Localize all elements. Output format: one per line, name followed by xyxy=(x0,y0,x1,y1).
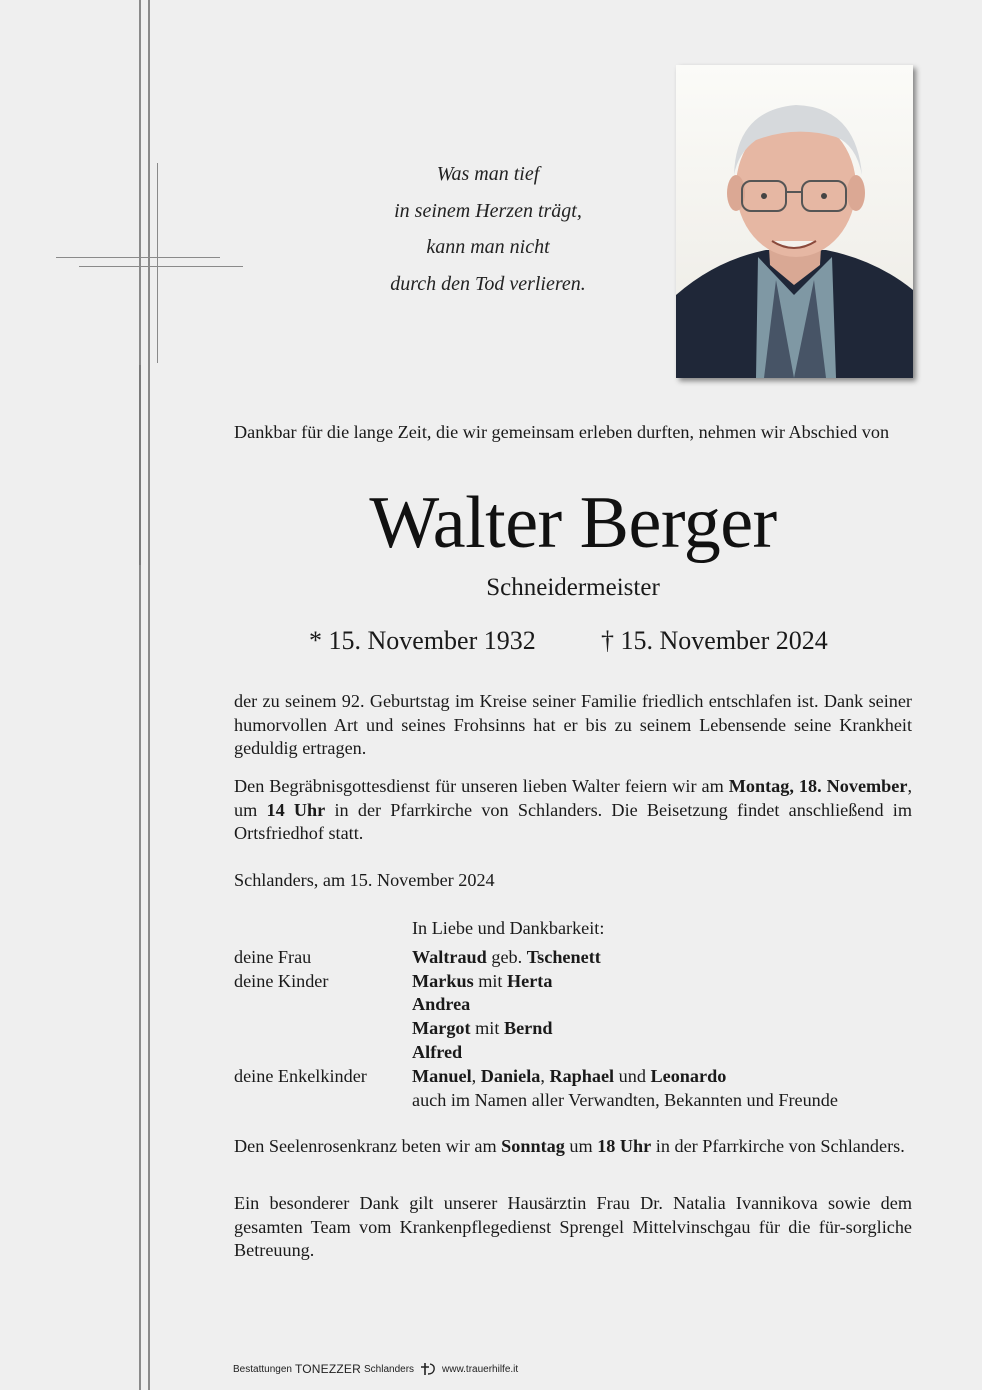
rosary-text-part: in der Pfarrkirche von Schlanders. xyxy=(651,1136,905,1156)
list-item xyxy=(234,946,912,970)
deceased-name: Walter Berger xyxy=(369,482,777,564)
list-item xyxy=(234,993,912,1017)
poem-line: kann man nicht xyxy=(426,236,550,258)
rosary-day: Sonntag xyxy=(501,1136,565,1156)
relatives-line: auch im Namen aller Verwandten, Bekannten und Freunde xyxy=(412,1089,838,1110)
memorial-poem xyxy=(300,156,676,302)
poem-line: in seinem Herzen trägt, xyxy=(394,199,582,222)
mourner-name: Leonardo xyxy=(650,1065,727,1086)
funeral-day: Montag, 18. November xyxy=(728,776,908,796)
connector-text: , xyxy=(471,1065,481,1086)
list-item xyxy=(234,1041,912,1065)
passing-paragraph: der zu seinem 92. Geburtstag im Kreise seiner Familie friedlich entschlafen ist. Dank seiner humorvollen Art und seines Frohsinns hat er bis zu seinem Lebensende seine Krankheit geduldig ertragen. xyxy=(234,691,912,759)
funeral-paragraph xyxy=(234,775,912,846)
cross-horizontal-bar-lower xyxy=(79,266,243,267)
mourner-name: Herta xyxy=(507,970,553,991)
list-item xyxy=(234,917,912,941)
footer-suffix: Schlanders xyxy=(364,1363,415,1375)
profession: Schneidermeister xyxy=(486,574,660,601)
birth-date: * 15. November 1932 xyxy=(309,626,536,655)
mourners-list xyxy=(234,917,912,1112)
footer xyxy=(233,1362,518,1376)
funeral-text-part: , um xyxy=(234,776,912,820)
cross-vertical-bar-lower xyxy=(139,365,141,565)
rosary-text-part: Den Seelenrosenkranz beten wir am xyxy=(234,1136,502,1156)
connector-text: geb. xyxy=(486,946,527,967)
mourner-name: Raphael xyxy=(549,1065,615,1086)
mourner-name: Waltraud xyxy=(412,946,487,967)
rosary-paragraph xyxy=(234,1135,912,1159)
list-item xyxy=(234,970,912,994)
cross-horizontal-bar-upper xyxy=(56,257,220,258)
rosary-time: 18 Uhr xyxy=(597,1136,652,1156)
death-date: † 15. November 2024 xyxy=(601,626,828,655)
connector-text: , xyxy=(540,1065,550,1086)
list-item xyxy=(234,1065,912,1089)
list-item xyxy=(234,1017,912,1041)
mourner-name: Markus xyxy=(412,970,474,991)
footer-brand: TONEZZER xyxy=(294,1362,361,1376)
mourner-name: Manuel xyxy=(412,1065,472,1086)
decorative-line-left xyxy=(139,0,141,1390)
mourner-name: Bernd xyxy=(503,1018,553,1039)
poem-line: Was man tief xyxy=(436,163,540,185)
connector-text: mit xyxy=(470,1018,504,1039)
trauerhilfe-logo-icon xyxy=(420,1362,436,1376)
connector-text: und xyxy=(614,1065,651,1086)
mourners-heading: In Liebe und Dankbarkeit: xyxy=(412,918,605,938)
footer-website[interactable]: www.trauerhilfe.it xyxy=(442,1363,519,1375)
relation-label: deine Enkelkinder xyxy=(234,1065,367,1086)
poem-line: durch den Tod verlieren. xyxy=(390,272,586,295)
rosary-text-part: um xyxy=(564,1136,598,1156)
place-date: Schlanders, am 15. November 2024 xyxy=(234,870,495,890)
relation-label: deine Frau xyxy=(234,946,312,967)
cross-vertical-bar xyxy=(157,163,158,363)
list-item xyxy=(234,1089,912,1113)
footer-prefix: Bestattungen xyxy=(233,1363,292,1375)
thanks-paragraph: Ein besonderer Dank gilt unserer Hausärztin Frau Dr. Natalia Ivannikova sowie dem gesamten Team vom Krankenpflegedienst Sprengel Mittelvinschgau für die für-sorgliche Betreuung. xyxy=(234,1193,912,1261)
mourner-name: Tschenett xyxy=(526,946,601,967)
intro-text: Dankbar für die lange Zeit, die wir gemeinsam erleben durften, nehmen wir Abschied von xyxy=(234,422,890,442)
funeral-text-part: Den Begräbnisgottesdienst für unseren lieben Walter feiern wir am xyxy=(234,776,729,796)
mourner-name: Andrea xyxy=(412,994,471,1015)
portrait-photo xyxy=(676,65,913,378)
relation-label: deine Kinder xyxy=(234,970,329,991)
funeral-text-part: in der Pfarrkirche von Schlanders. Die Beisetzung findet anschließend im Ortsfriedhof statt. xyxy=(234,799,913,844)
mourner-name: Margot xyxy=(412,1018,471,1039)
funeral-time: 14 Uhr xyxy=(266,799,326,820)
mourner-name: Alfred xyxy=(412,1041,463,1062)
decorative-line-right xyxy=(148,0,150,1390)
mourner-name: Daniela xyxy=(480,1065,541,1086)
connector-text: mit xyxy=(473,970,507,991)
